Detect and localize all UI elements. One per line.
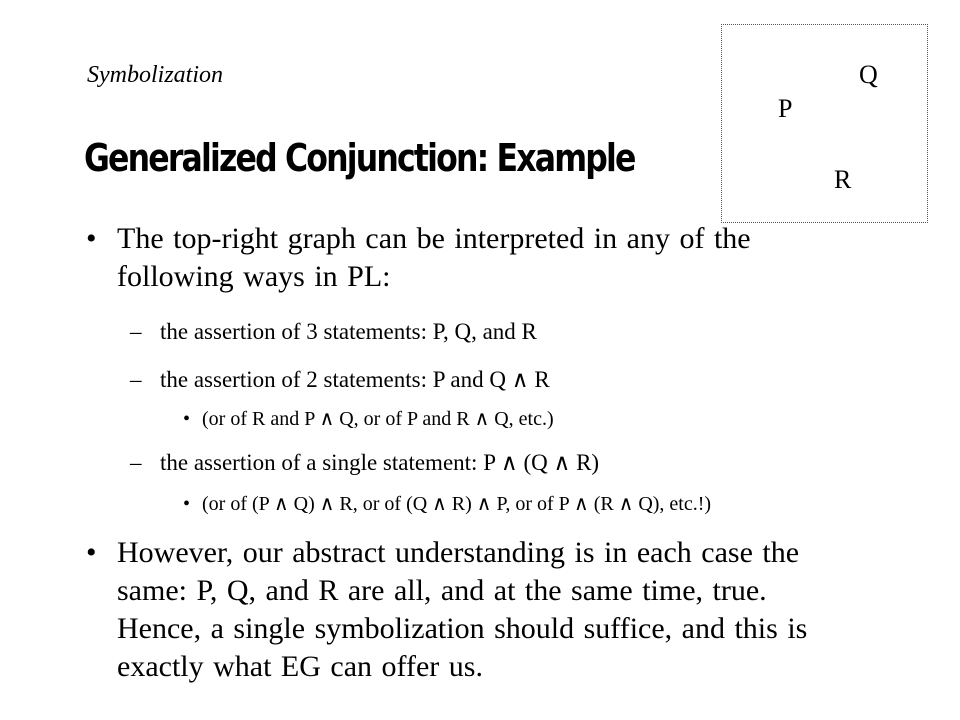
graph-letter-q: Q (859, 60, 878, 89)
slide-title: Generalized Conjunction: Example (84, 136, 635, 180)
graph-letter-p: P (778, 94, 793, 123)
section-label: Symbolization (87, 62, 223, 88)
sub-bullet-three-statements: the assertion of 3 statements: P, Q, and R (160, 319, 537, 344)
dash-marker: – (130, 367, 142, 392)
dash-marker: – (130, 450, 142, 475)
sub-bullet-single-statement: the assertion of a single statement: P ∧ (Q ∧ R) (160, 450, 600, 475)
dash-marker: – (130, 319, 142, 344)
bullet-marker: • (86, 222, 97, 255)
sub-bullet-two-statements: the assertion of 2 statements: P and Q ∧ R (160, 367, 550, 392)
note-two-statements: (or of R and P ∧ Q, or of P and R ∧ Q, etc.) (202, 408, 554, 430)
bullet-interpretations: The top-right graph can be interpreted in any of the following ways in PL: (117, 222, 751, 293)
bullet-marker: • (183, 408, 191, 430)
graph-letter-r: R (834, 165, 852, 194)
bullet-abstract-understanding: However, our abstract understanding is in each case the same: P, Q, and R are all, and at the same time, true. Hence, a single symbolization should suffice, and this is exactly what EG can offer us. (117, 536, 808, 683)
bullet-marker: • (86, 536, 97, 569)
bullet-marker: • (183, 493, 191, 515)
note-single-statement: (or of (P ∧ Q) ∧ R, or of (Q ∧ R) ∧ P, or of P ∧ (R ∧ Q), etc.!) (202, 493, 712, 515)
